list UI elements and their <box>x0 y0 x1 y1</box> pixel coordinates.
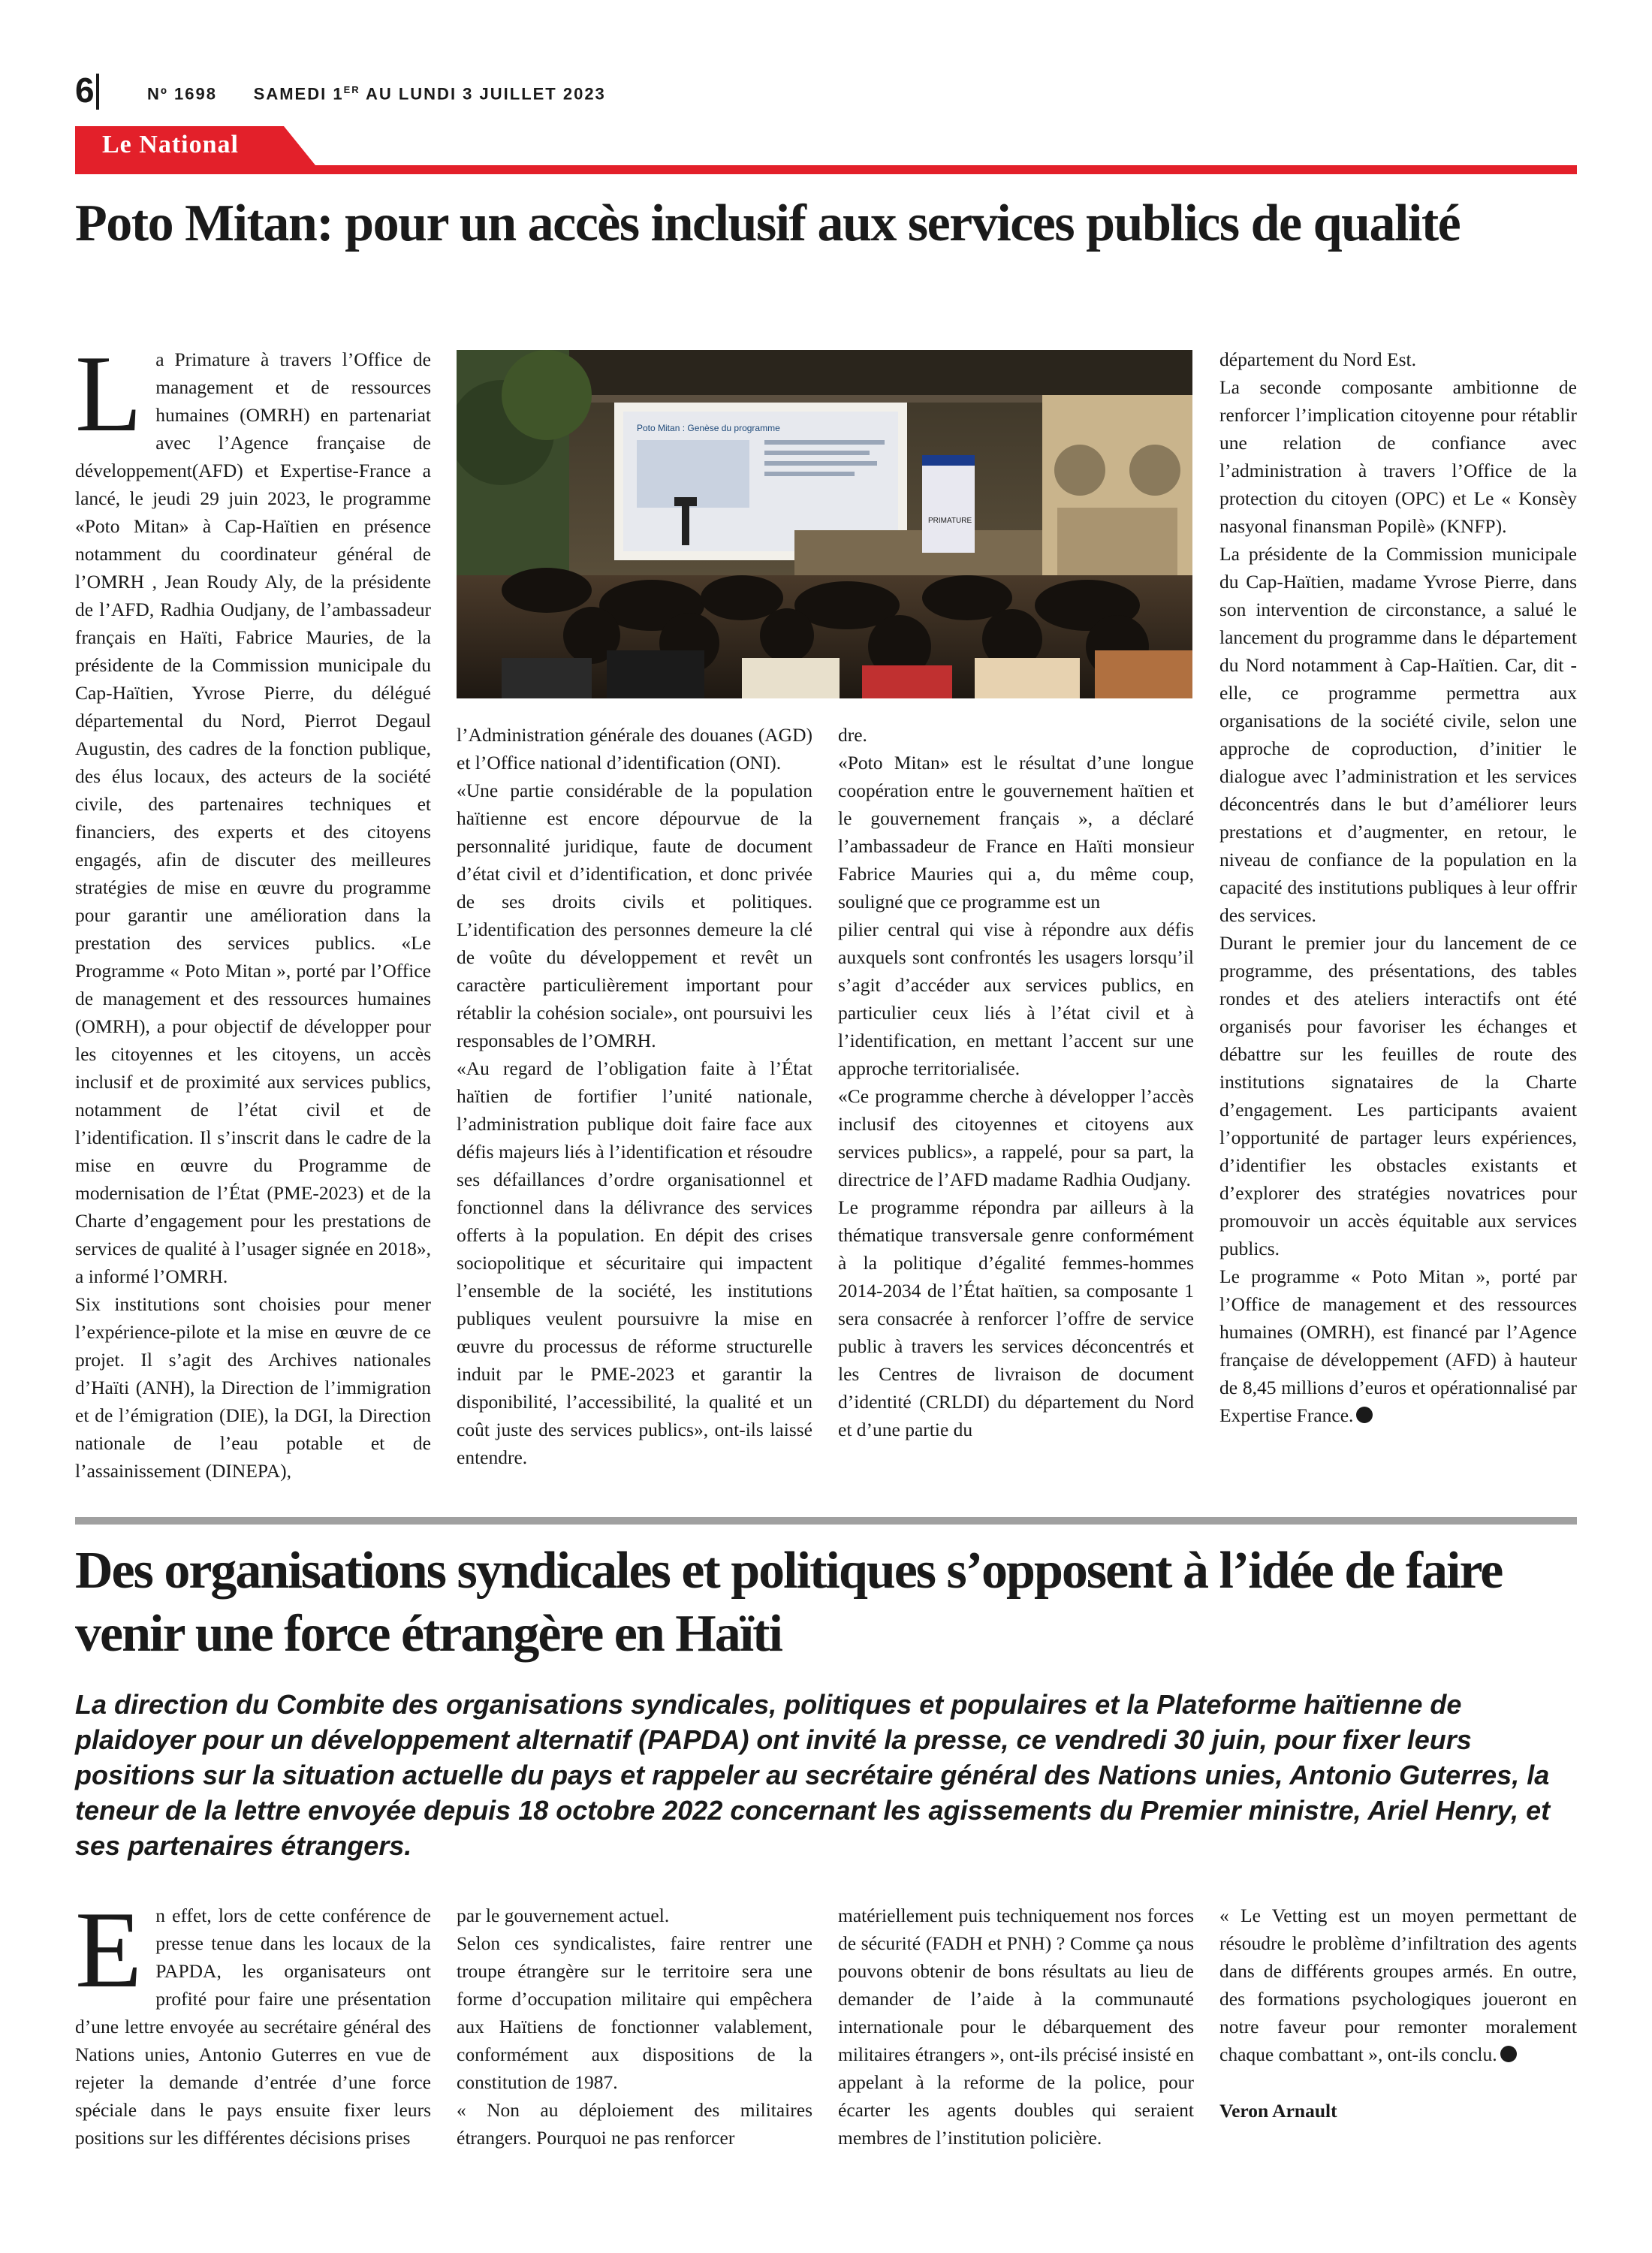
article1-paragraph: dre. <box>838 724 867 746</box>
article1-title: Poto Mitan: pour un accès inclusif aux services publics de qualité <box>75 195 1461 252</box>
conference-photo <box>457 350 1192 698</box>
article1-paragraph: La présidente de la Commission municipale du Cap-Haïtien, madame Yvrose Pierre, dans son intervention de circonstance, a salué le lancement du programme dans le département du Nord notamment à Cap-Haïtien. Car, dit -elle, ce programme permettra aux organisations de la société civile, selon une approche de coproduction, d’initier le dialogue avec l’administration et les services déconcentrés dans le but d’améliorer leurs prestations et d’augmenter, en retour, le niveau de confiance de la population en la capacité des institutions publiques à leur offrir des services. <box>1219 543 1577 926</box>
section-rule <box>75 165 1577 174</box>
section-name: Le National <box>102 131 239 158</box>
article2-paragraph: « Non au déploiement des militaires étrangers. Pourquoi ne pas renforcer <box>457 2099 812 2149</box>
article2-column-2 <box>457 1902 812 2152</box>
article1-paragraph: Six institutions sont choisies pour mener l’expérience-pilote et la mise en œuvre de ce projet. Il s’agit des Archives nationales d’Haïti (ANH), la Direction de l’immigration et de l’émigration (DIE), la DGI, la Direction nationale de l’eau potable et de l’assainissement (DINEPA), <box>75 1293 431 1482</box>
dateline <box>147 84 606 104</box>
article1-dropcap: L <box>75 333 143 454</box>
article2-byline: Veron Arnault <box>1219 2100 1337 2122</box>
article2-paragraph: par le gouvernement actuel. <box>457 1905 670 1926</box>
article1-column-1 <box>75 333 431 1485</box>
issue-number: Nº 1698 <box>147 84 217 104</box>
article1-paragraph: «Une partie considérable de la population haïtienne est encore dépourvue de la personnalité juridique, faute de document d’état civil et d’identification, et donc privée de ses droits civils et politiques. L’identification des personnes demeure la clé de voûte du développement et revêt un caractère particulièrement important pour rétablir la cohésion sociale», ont poursuivi les responsables de l’OMRH. <box>457 780 812 1051</box>
section-tab <box>75 126 315 165</box>
article1-paragraph: l’Administration générale des douanes (AGD) et l’Office national d’identification (ONI). <box>457 724 812 774</box>
article2-title: Des organisations syndicales et politiques s’opposent à l’idée de faire venir une force étrangère en Haïti <box>75 1542 1503 1663</box>
end-of-article-icon <box>1356 1407 1373 1423</box>
article2-paragraph: matériellement puis techniquement nos forces de sécurité (FADH et PNH) ? Comme ça nous pouvons obtenir de bons résultats au lieu de demander de l’aide à la communauté internationale pour le débarquement des militaires étrangers », ont-ils précisé insisté en appelant à la reforme de la police, pour écarter les agents doubles qui seraient membres de l’institution policière. <box>838 1905 1194 2149</box>
article1-column-4 <box>1219 345 1577 1429</box>
article2-paragraph: n effet, lors de cette conférence de presse tenue dans les locaux de la PAPDA, les organisateurs ont profité pour faire une présentation d’une lettre envoyée au secrétaire général des Nations unies, Antonio Guterres en vue de rejeter la demande d’entrée d’une force spéciale dans le pays ensuite fixer leurs positions sur les différentes décisions prises <box>75 1905 431 2149</box>
screen-title: Poto Mitan : Genèse du programme <box>637 423 780 433</box>
article1-paragraph: pilier central qui vise à répondre aux défis auxquels sont confrontés les usagers lorsqu’il s’agit d’accéder aux services publics, en particulier ceux liés à l’état civil et à l’identification, en mettant l’accent sur une approche territorialisée. <box>838 918 1194 1079</box>
date-start: SAMEDI 1 <box>253 84 344 104</box>
article2-deck: La direction du Combite des organisations syndicales, politiques et populaires et la Plateforme haïtienne de plaidoyer pour un développement alternatif (PAPDA) ont invité la presse, ce vendredi 30 juin, pour fixer leurs positions sur la situation actuelle du pays et rappeler au secrétaire général des Nations unies, Antonio Guterres, la teneur de la lettre envoyée depuis 18 octobre 2022 concernant les agissements du Premier ministre, Ariel Henry, et ses partenaires étrangers. <box>75 1689 1551 1861</box>
article1-paragraph: Le programme « Poto Mitan », porté par l’Office de management et des ressources humaines (OMRH), est financé par l’Agence française de développement (AFD) à hauteur de 8,45 millions d’euros et opérationnalisé par Expertise France. <box>1219 1265 1577 1426</box>
article1-paragraph: a Primature à travers l’Office de management et de ressources humaines (OMRH) en partenariat avec l’Agence française de développement(AFD) et Expertise-France a lancé, le jeudi 29 juin 2023, le programme «Poto Mitan» à Cap-Haïtien en présence notamment du coordinateur général de l’OMRH , Jean Roudy Aly, de la présidente de l’AFD, Radhia Oudjany, de l’ambassadeur français en Haïti, Fabrice Mauries, de la présidente de la Commission municipale du Cap-Haïtien, Yvrose Pierre, du délégué départemental du Nord, Pierrot Degaul Augustin, des cadres de la fonction publique, des élus locaux, des acteurs de la société civile, des partenaires techniques et financiers, des experts et des citoyens engagés, afin de discuter des meilleures stratégies de mise en œuvre du programme pour garantir une amélioration dans la prestation des services publics. «Le Programme « Poto Mitan », porté par l’Office de management et des ressources humaines (OMRH), a pour objectif de développer pour les citoyennes et les citoyens, un accès inclusif et de proximité aux services publics, notamment de l’état civil et de l’identification. Il s’inscrit dans le cadre de la mise en œuvre du Programme de modernisation de l’État (PME-2023) et de la Charte d’engagement pour les prestations de services de qualité à l’usager signée en 2018», a informé l’OMRH. <box>75 348 431 1287</box>
article1-paragraph: «Au regard de l’obligation faite à l’État haïtien de fortifier l’unité nationale, l’administration publique doit faire face aux défis majeurs liés à l’identification et résoudre ses défaillances d’ordre organisationnel et fonctionnel dans la délivrance des services offerts à la population. En dépit des crises sociopolitique et sécuritaire qui impactent l’ensemble de la société, les institutions publiques veulent poursuivre la mise en œuvre du processus de réforme structurelle induit par le PME-2023 et garantir la disponibilité, l’accessibilité, la qualité et un coût juste des services publics», ont-ils laissé entendre. <box>457 1057 812 1468</box>
article-divider <box>75 1517 1577 1525</box>
article2-paragraph: « Le Vetting est un moyen permettant de résoudre le problème d’infiltration des agents dans de différents groupes armés. En outre, des formations psychologiques joueront en notre faveur pour remonter moralement chaque combattant », ont-ils conclu. <box>1219 1905 1577 2065</box>
date-ordinal: ER <box>343 84 360 95</box>
page-number: 6 <box>75 71 95 110</box>
end-of-article-icon <box>1500 2046 1517 2062</box>
article2-column-3 <box>838 1902 1194 2152</box>
date-end: AU LUNDI 3 JUILLET 2023 <box>360 84 606 104</box>
article1-paragraph: «Poto Mitan» est le résultat d’une longue coopération entre le gouvernement haïtien et le gouvernement français », a déclaré l’ambassadeur de France en Haïti monsieur Fabrice Mauries qui a, du même coup, souligné que ce programme est un <box>838 752 1194 912</box>
article1-photo <box>457 350 1192 698</box>
article1-paragraph: département du Nord Est. <box>1219 348 1417 370</box>
article2-column-4 <box>1219 1902 1577 2125</box>
article1-paragraph: La seconde composante ambitionne de renforcer l’implication citoyenne pour rétablir une relation de confiance avec l’administration à travers l’Office de la protection du citoyen (OPC) et Le « Konsèy nasyonal finansman Popilè» (KNFP). <box>1219 376 1577 537</box>
article1-column-3 <box>838 721 1194 1443</box>
article1-column-2 <box>457 721 812 1471</box>
folio-divider <box>96 74 99 110</box>
article1-paragraph: Durant le premier jour du lancement de ce programme, des présentations, des tables rondes et des ateliers interactifs ont été organisés pour favoriser les échanges et débattre sur les feuilles de route des institutions signataires de la Charte d’engagement. Les participants avaient l’opportunité de partager leurs expériences, d’identifier les obstacles existants et d’explorer des stratégies novatrices pour promouvoir un accès équitable aux services publics. <box>1219 932 1577 1259</box>
banner-text: PRIMATURE <box>928 517 972 525</box>
article2-dropcap: E <box>75 1889 143 2010</box>
article1-paragraph: Le programme répondra par ailleurs à la thématique transversale genre conformément à la politique d’égalité femmes-hommes 2014-2034 de l’État haïtien, sa composante 1 sera consacrée à renforcer l’offre de service public à travers les services déconcentrés et les Centres de livraison de document d’identité (CRLDI) du département du Nord et d’une partie du <box>838 1196 1194 1440</box>
article2-column-1 <box>75 1889 431 2152</box>
article2-paragraph: Selon ces syndicalistes, faire rentrer une troupe étrangère sur le territoire sera une forme d’occupation militaire qui empêchera aux Haïtiens de fonctionner valablement, conformément aux dispositions de la constitution de 1987. <box>457 1932 812 2093</box>
article1-paragraph: «Ce programme cherche à développer l’accès inclusif des citoyennes et citoyens aux services publics», a rappelé, pour sa part, la directrice de l’AFD madame Radhia Oudjany. <box>838 1085 1194 1190</box>
